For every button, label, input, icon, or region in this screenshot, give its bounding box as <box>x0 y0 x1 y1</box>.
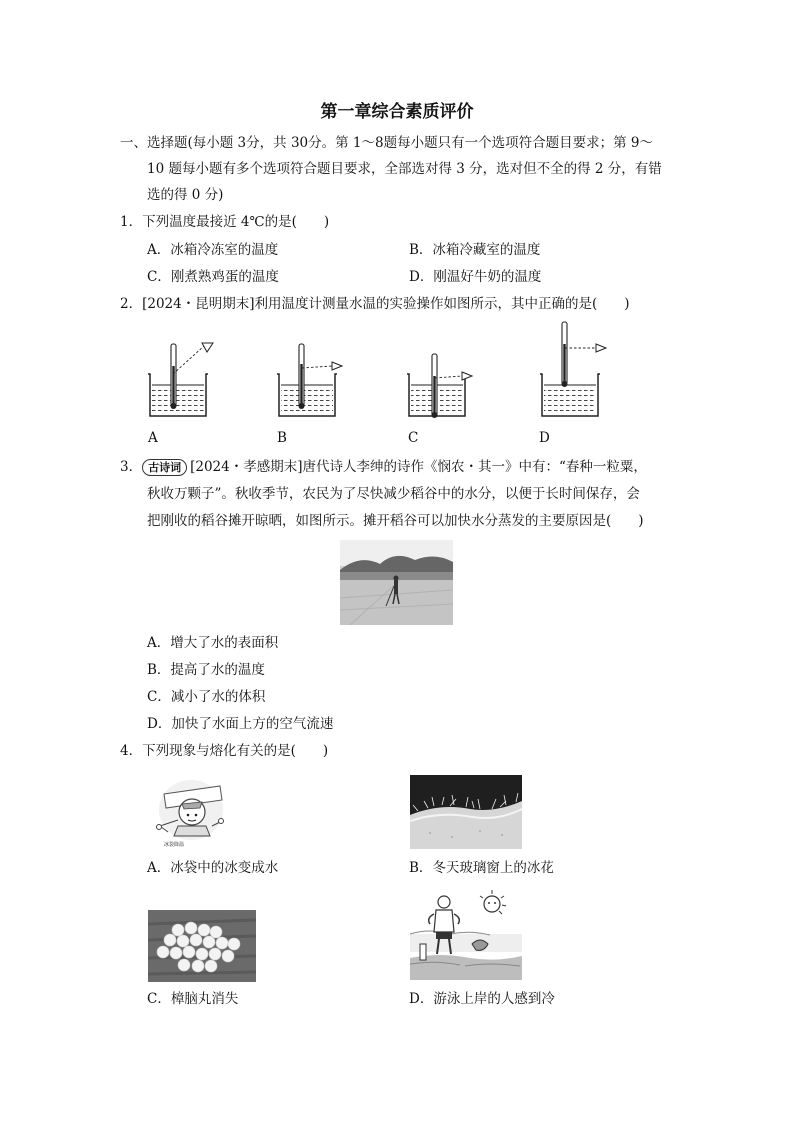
beaker-a <box>148 343 213 416</box>
q4-stem: 4．下列现象与熔化有关的是( ) <box>120 743 329 759</box>
ice-bag-illustration <box>150 774 232 850</box>
section-header-line-2: 10 题每小题有多个选项符合题目要求，全部选对得 3 分，选对但不全的得 2 分，有错 <box>147 161 662 177</box>
q4-option-d: D．游泳上岸的人感到冷 <box>409 991 555 1007</box>
q4-option-a: A．冰袋中的冰变成水 <box>147 860 279 876</box>
q2-label-c: C <box>408 430 419 446</box>
beaker-b <box>277 344 342 416</box>
section-header-line-1: 一、选择题(每小题 3分，共 30分。第 1～8题每小题只有一个选项符合题目要求；第 9～ <box>120 135 653 151</box>
camphor-balls-photo <box>148 910 256 982</box>
q2-label-a: A <box>148 430 158 446</box>
q3-option-a: A．增大了水的表面积 <box>147 635 279 651</box>
q3-stem-line-1: [2024・孝感期末]唐代诗人李绅的诗作《悯农・其一》中有：“春种一粒粟， <box>190 459 647 475</box>
q1-option-a: A．冰箱冷冻室的温度 <box>147 242 279 258</box>
beaker-d <box>540 322 606 416</box>
beaker-c <box>407 354 472 418</box>
poetry-tag: 古诗词 <box>142 459 187 476</box>
swimmer-cartoon <box>410 888 522 980</box>
q3-stem-line-2: 秋收万颗子”。秋收季节，农民为了尽快减少稻谷中的水分，以便于长时间保存，会 <box>147 486 640 502</box>
window-frost-photo <box>410 775 522 849</box>
q3-stem-line-3: 把刚收的稻谷摊开晾晒，如图所示。摊开稻谷可以加快水分蒸发的主要原因是( ) <box>147 513 644 529</box>
q3-option-c: C．减小了水的体积 <box>147 689 266 705</box>
q2-stem: 2．[2024・昆明期末]利用温度计测量水温的实验操作如图所示，其中正确的是( ) <box>120 296 630 312</box>
q3-number: 3． <box>120 459 143 475</box>
q2-label-b: B <box>277 430 287 446</box>
section-header-line-3: 选的得 0 分) <box>147 187 224 203</box>
grain-drying-photo <box>340 540 453 625</box>
q4-option-b: B．冬天玻璃窗上的冰花 <box>409 860 554 876</box>
ice-bag-caption: 冰袋降温 <box>164 842 185 848</box>
q3-option-b: B．提高了水的温度 <box>147 662 265 678</box>
q1-option-b: B．冰箱冷藏室的温度 <box>409 242 541 258</box>
q4-option-c: C．樟脑丸消失 <box>147 991 239 1007</box>
q3-option-d: D．加快了水面上方的空气流速 <box>147 716 334 732</box>
q1-option-d: D．刚温好牛奶的温度 <box>409 269 542 285</box>
q2-label-d: D <box>539 430 550 446</box>
q1-stem: 1．下列温度最接近 4℃的是( ) <box>120 214 330 230</box>
q1-option-c: C．刚煮熟鸡蛋的温度 <box>147 269 279 285</box>
page-title: 第一章综合素质评价 <box>320 102 474 122</box>
thermometer-diagram <box>140 318 620 426</box>
